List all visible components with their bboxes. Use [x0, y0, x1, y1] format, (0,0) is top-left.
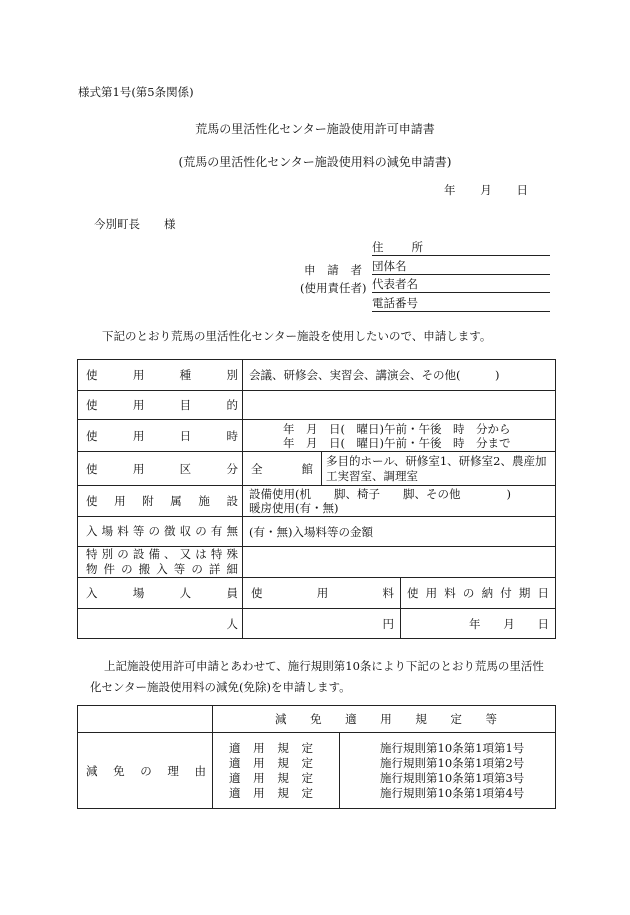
rule-item[interactable]: 施行規則第10条第1項第2号: [380, 755, 525, 770]
value-rooms[interactable]: 多目的ホール、研修室1、研修室2、農産加工実習室、調理室: [322, 452, 556, 486]
label-fee-collection: 入場料等の徴収の有無: [78, 517, 243, 547]
addressee-name: 今別町長: [94, 217, 140, 231]
rule-item[interactable]: 施行規則第10条第1項第3号: [380, 770, 525, 785]
applicant-label: 申 請 者: [304, 263, 362, 277]
address-field[interactable]: 住所: [372, 240, 550, 256]
intro-text: 下記のとおり荒馬の里活性化センター施設を使用したいので、申請します。: [102, 329, 492, 343]
row-special: [78, 547, 556, 578]
row-usage-type: [78, 360, 556, 391]
header-due-date: 使 用 料 の 納 付 期 日: [401, 578, 556, 609]
exemption-header-row: [78, 706, 556, 733]
value-fee-collection[interactable]: (有・無)入場料等の金額: [243, 517, 556, 547]
date-month: 月: [480, 183, 492, 197]
exemption-table: [77, 705, 556, 809]
row-fee-values: [78, 609, 556, 639]
label-datetime: 使 用 日 時: [78, 420, 243, 452]
value-whole-hall[interactable]: 全 館: [243, 452, 322, 486]
row-category: [78, 452, 556, 486]
value-facility[interactable]: 設備使用(机 脚、椅子 脚、その他 ) 暖房使用(有・無): [243, 486, 556, 517]
rule-list: [340, 733, 556, 809]
addressee: [94, 216, 176, 232]
label-exemption-reason: 減 免 の 理 由: [78, 733, 213, 809]
rule-item[interactable]: 施行規則第10条第1項第1号: [380, 740, 525, 755]
document-subtitle: (荒馬の里活性化センター施設使用料の減免申請書): [178, 155, 452, 169]
value-attendance[interactable]: 人: [78, 609, 243, 639]
label-usage-type: 使 用 種 別: [78, 360, 243, 391]
label-purpose: 使 用 目 的: [78, 391, 243, 420]
date-day: 日: [516, 183, 528, 197]
document-title: 荒馬の里活性化センター施設使用許可申請書: [195, 122, 435, 136]
value-usage-type[interactable]: 会議、研修会、実習会、講演会、その他( ): [243, 360, 556, 391]
row-datetime: [78, 420, 556, 452]
application-date: [444, 182, 528, 198]
representative-field[interactable]: 代表者名: [372, 277, 550, 293]
addressee-suffix: 様: [164, 217, 176, 231]
exemption-reason-row: [78, 733, 556, 809]
label-category: 使 用 区 分: [78, 452, 243, 486]
row-facility: [78, 486, 556, 517]
date-year: 年: [444, 183, 456, 197]
value-due-date[interactable]: 年 月 日: [401, 609, 556, 639]
form-number: 様式第1号(第5条関係): [78, 85, 194, 99]
row-purpose: [78, 391, 556, 420]
value-special[interactable]: [243, 547, 556, 578]
header-fee: 使 用 料: [243, 578, 401, 609]
label-special: 特別の設備、又は特殊 物件の搬入等の詳細: [78, 547, 243, 578]
application-table: [77, 359, 556, 639]
rule-labels: 適用規定 適用規定 適用規定 適用規定: [213, 733, 340, 809]
row-fee-header: [78, 578, 556, 609]
phone-field[interactable]: 電話番号: [372, 296, 550, 312]
label-facility: 使 用 附 属 施 設: [78, 486, 243, 517]
value-fee[interactable]: 円: [243, 609, 401, 639]
row-fee-collection: [78, 517, 556, 547]
exemption-header: 減 免 適 用 規 定 等: [213, 706, 556, 733]
group-name-field[interactable]: 団体名: [372, 259, 550, 275]
value-datetime[interactable]: 年 月 日( 曜日)午前・午後 時 分から 年 月 日( 曜日)午前・午後 時 分まで: [243, 420, 556, 452]
exemption-note: 上記施設使用許可申請とあわせて、施行規則第10条により下記のとおり荒馬の里活性 化センター施設使用料の減免(免除)を申請します。: [90, 659, 544, 694]
header-attendance: 入 場 人 員: [78, 578, 243, 609]
responsible-label: (使用責任者): [300, 281, 367, 295]
value-purpose[interactable]: [243, 391, 556, 420]
rule-item[interactable]: 施行規則第10条第1項第4号: [380, 785, 525, 800]
